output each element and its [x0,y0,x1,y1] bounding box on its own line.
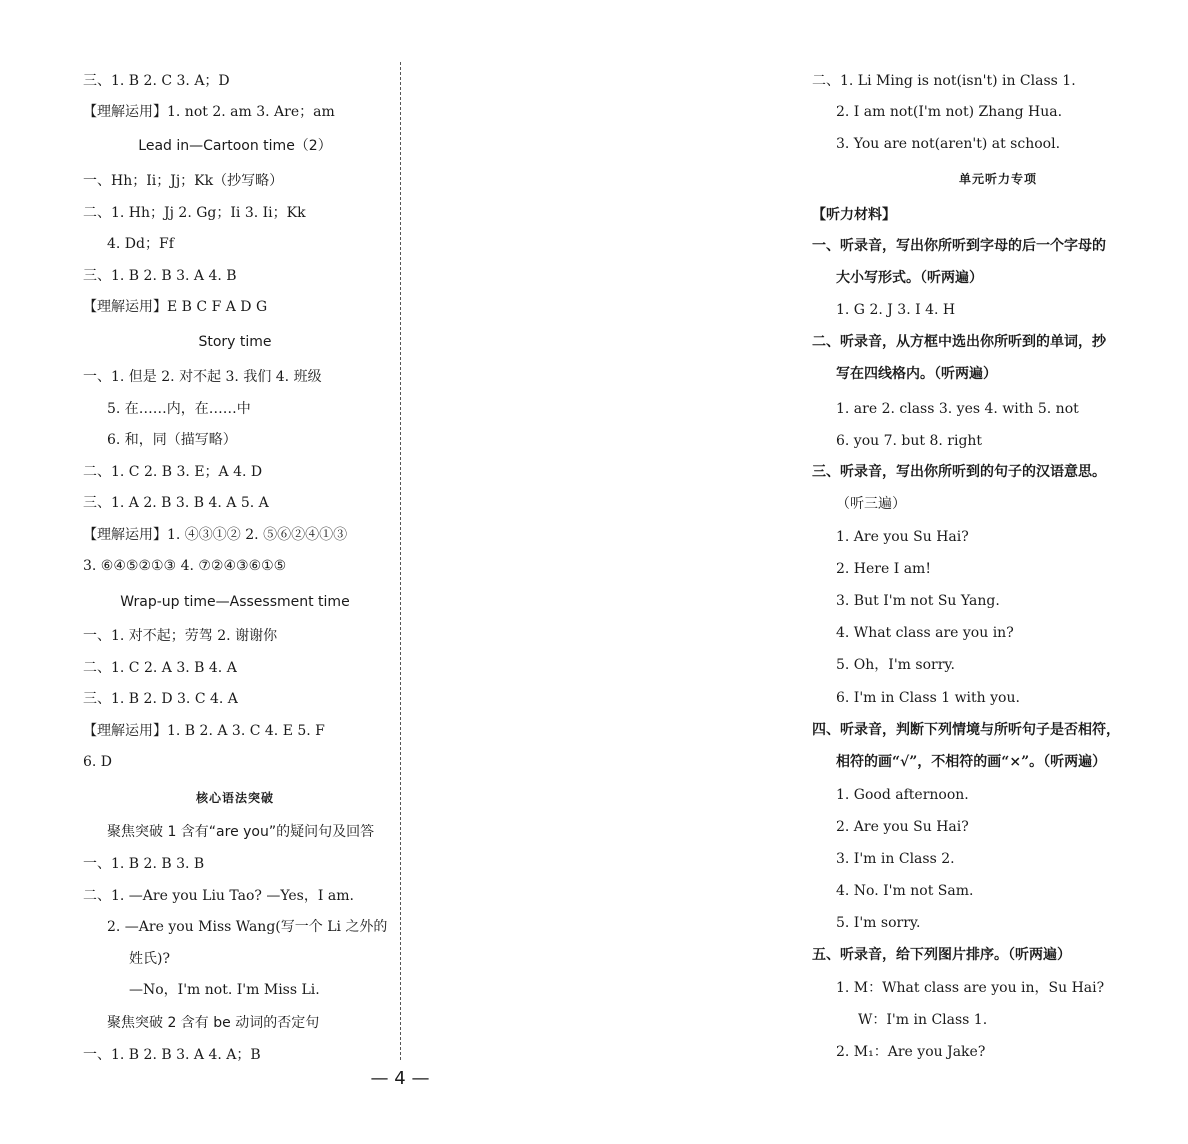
question-line: 三、听录音，写出你所听到的句子的汉语意思。 [812,464,1106,480]
answer-line: 姓氏)? [129,951,170,967]
answer-line: 【理解运用】1. B 2. A 3. C 4. E 5. F [83,723,325,739]
answer-line: 1. Good afternoon. [836,787,969,803]
answer-line: 6. 和，同（描写略） [107,432,237,448]
answer-line: 6. you 7. but 8. right [836,433,983,449]
column-divider [400,62,401,1060]
answer-line: 3. I'm in Class 2. [836,851,955,867]
section-heading: Wrap-up time—Assessment time [120,594,350,610]
section-heading: 核心语法突破 [195,791,274,805]
question-line: 写在四线格内。（听两遍） [836,366,997,382]
answer-line: 4. Dd；Ff [107,236,174,252]
question-line: 二、听录音，从方框中选出你所听到的单词，抄 [812,334,1106,350]
section-label: 【听力材料】 [812,207,896,223]
section-heading: Lead in—Cartoon time（2） [138,138,332,154]
section-heading: 单元听力专项 [958,172,1037,186]
answer-line: 三、1. B 2. C 3. A；D [83,73,230,89]
answer-line: 三、1. A 2. B 3. B 4. A 5. A [83,495,269,511]
answer-line: 一、1. B 2. B 3. A 4. A；B [83,1047,261,1063]
answer-line: 二、1. C 2. A 3. B 4. A [83,660,237,676]
question-line: 大小写形式。（听两遍） [836,270,983,286]
answer-line: 2. Here I am! [836,561,931,577]
answer-line: W：I'm in Class 1. [858,1012,988,1028]
answer-line: 2. I am not(I'm not) Zhang Hua. [836,104,1063,120]
answer-line: 4. No. I'm not Sam. [836,883,974,899]
answer-line: 2. Are you Su Hai? [836,819,969,835]
answer-line: 3. ⑥④⑤②①③ 4. ⑦②④③⑥①⑤ [83,558,287,574]
answer-line: 【理解运用】E B C F A D G [83,299,268,315]
answer-line: 【理解运用】1. not 2. am 3. Are；am [83,104,335,120]
subsection-heading: 聚焦突破 1 含有“are you”的疑问句及回答 [107,824,375,840]
answer-line: 5. Oh，I'm sorry. [836,657,955,673]
page-number: — 4 — [370,1068,430,1089]
answer-line: 1. G 2. J 3. I 4. H [836,302,956,318]
answer-line: 3. You are not(aren't) at school. [836,136,1061,152]
answer-line: —No，I'm not. I'm Miss Li. [129,982,320,998]
question-line: 五、听录音，给下列图片排序。（听两遍） [812,947,1071,963]
answer-line: 三、1. B 2. B 3. A 4. B [83,268,237,284]
answer-line: 三、1. B 2. D 3. C 4. A [83,691,238,707]
answer-line: 5. 在……内，在……中 [107,401,251,417]
answer-line: 一、Hh；Ii；Jj；Kk（抄写略） [83,173,284,189]
answer-line: 3. But I'm not Su Yang. [836,593,1000,609]
answer-line: 一、1. 对不起；劳驾 2. 谢谢你 [83,628,278,644]
answer-line: 1. are 2. class 3. yes 4. with 5. not [836,401,1079,417]
question-line: 一、听录音，写出你所听到字母的后一个字母的 [812,238,1106,254]
answer-line: 一、1. B 2. B 3. B [83,856,205,872]
answer-line: 一、1. 但是 2. 对不起 3. 我们 4. 班级 [83,369,322,385]
section-heading: Story time [198,334,272,350]
answer-line: 5. I'm sorry. [836,915,921,931]
answer-line: 二、1. —Are you Liu Tao? —Yes，I am. [83,888,354,904]
answer-line: 2. M₁：Are you Jake? [836,1044,986,1060]
question-line: （听三遍） [836,496,906,512]
answer-line: 二、1. Hh；Jj 2. Gg；Ii 3. Ii；Kk [83,205,306,221]
answer-line: 4. What class are you in? [836,625,1014,641]
answer-line: 【理解运用】1. ④③①② 2. ⑤⑥②④①③ [83,527,348,543]
question-line: 四、听录音，判断下列情境与所听句子是否相符， [812,722,1120,738]
question-line: 相符的画“√”，不相符的画“×”。（听两遍） [836,754,1107,770]
answer-line: 1. M：What class are you in，Su Hai? [836,980,1105,996]
answer-line: 6. I'm in Class 1 with you. [836,690,1020,706]
answer-line: 二、1. C 2. B 3. E；A 4. D [83,464,263,480]
answer-line: 1. Are you Su Hai? [836,529,969,545]
subsection-heading: 聚焦突破 2 含有 be 动词的否定句 [107,1015,320,1031]
answer-line: 二、1. Li Ming is not(isn't) in Class 1. [812,73,1076,89]
answer-line: 2. —Are you Miss Wang(写一个 Li 之外的 [107,919,388,935]
answer-line: 6. D [83,754,113,770]
